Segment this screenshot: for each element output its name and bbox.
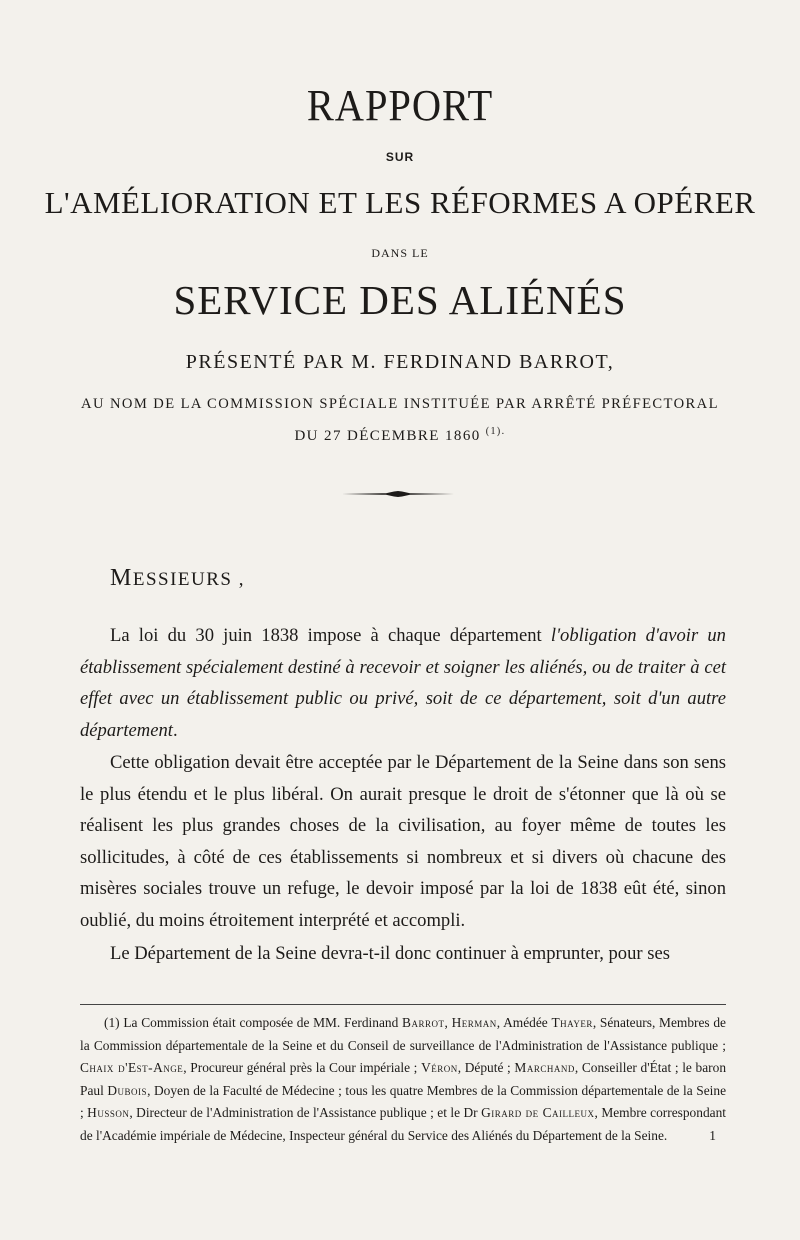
footnote-text: , [444, 1015, 452, 1030]
salutation-initial: M [110, 565, 133, 591]
paragraph-1-end: . [172, 719, 178, 741]
date-line [0, 426, 800, 445]
service-title: SERVICE DES ALIÉNÉS [173, 277, 627, 323]
footnote-name: Chaix d'Est-Ange [80, 1060, 184, 1076]
date-note-ref: (1). [485, 426, 506, 437]
footnote-text: , Doyen de la Faculté de Médecine ; tous les quatre Membres de la Commission départementale de la Seine ; [80, 1082, 727, 1121]
page-signature: 1 [709, 1127, 716, 1143]
footnote-text: , Conseiller d'État ; le baron Paul [80, 1060, 727, 1098]
footnote-rule [80, 1004, 726, 1005]
footnote-name: Husson [87, 1105, 130, 1121]
author-line: PRÉSENTÉ PAR M. FERDINAND BARROT, [185, 351, 615, 373]
footnote-text: , Amédée [496, 1015, 552, 1030]
footnote-name: Barrot [402, 1015, 445, 1030]
footnote-text: , Directeur de l'Administration de l'Assistance publique ; et le Dr [129, 1105, 482, 1121]
footnote-name: Marchand [514, 1060, 575, 1076]
footnote-name: Véron [421, 1060, 458, 1076]
footnote-text: , Membre correspondant de l'Académie impériale de Médecine, Inspecteur général du Service des Aliénés du Département de la Seine. [80, 1105, 726, 1143]
footnote-name: Girard de Cailleux [481, 1105, 595, 1121]
report-title: RAPPORT [306, 81, 494, 130]
commission-line: AU NOM DE LA COMMISSION SPÉCIALE INSTITUÉE PAR ARRÊTÉ PRÉFECTORAL [81, 396, 719, 412]
footnote-ref: (1) [104, 1015, 120, 1030]
title-connector-sur: SUR [385, 150, 415, 164]
paragraph-2: Cette obligation devait être acceptée par le Département de la Seine dans son sens le plus étendu et le plus libéral. On aurait presque le droit de s'étonner que là où se réalisent les plus grandes choses de la civilisation, au foyer même de toutes les sollicitudes, à côté de ces établissements si nombreux et si divers où chacune des misères sociales trouve un refuge, le devoir imposé par la loi de 1838 eût été, sinon oublié, du moins étroitement interprété et accompli. [80, 752, 726, 931]
paragraph-1 [80, 620, 726, 746]
paragraph-1-start: La loi du 30 juin 1838 impose à chaque département [110, 625, 551, 646]
report-subtitle: L'AMÉLIORATION ET LES RÉFORMES A OPÉRER [44, 185, 756, 220]
paragraph-3: Le Département de la Seine devra-t-il donc continuer à emprunter, pour ses [110, 943, 670, 964]
salutation [110, 565, 245, 592]
date-text: DU 27 DÉCEMBRE 1860 [294, 428, 481, 444]
footnote-name: Thayer [551, 1015, 593, 1030]
footnote-text: , Procureur général près la Cour impériale ; [183, 1060, 422, 1076]
footnote-text: , Député ; [457, 1060, 515, 1076]
footnote-name: Herman [451, 1015, 497, 1030]
footnote [80, 1012, 726, 1148]
footnote-text: , Sénateurs, Membres de la Commission départementale de la Seine et du Conseil de surveillance de l'Administration de l'Assistance publique ; [80, 1015, 727, 1053]
footnote-text: La Commission était composée de MM. Ferdinand [123, 1015, 403, 1030]
salutation-punct: , [238, 569, 245, 590]
title-connector-dans-le: DANS LE [371, 246, 429, 260]
footnote-name: Dubois [107, 1082, 148, 1098]
ornament-divider [342, 491, 454, 497]
paragraph-1-quote: l'obligation d'avoir un établissement spécialement destiné à recevoir et soigner les aliénés, ou de traiter à cet effet avec un établissement public ou privé, soit de ce département, soit d'un autre département [80, 625, 726, 741]
salutation-rest: ESSIEURS [132, 569, 233, 590]
